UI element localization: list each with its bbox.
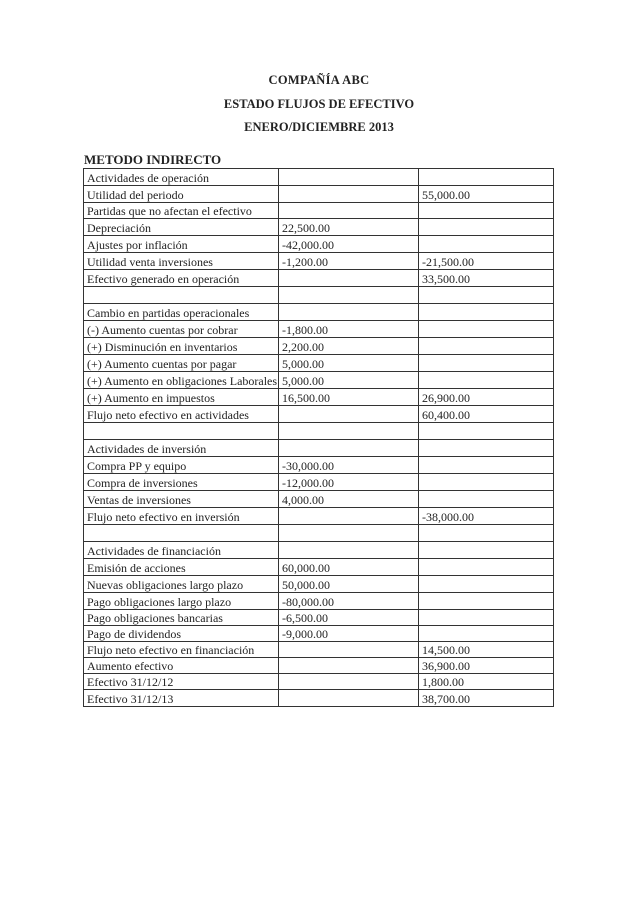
total-value: 33,500.00: [419, 270, 554, 287]
total-value: [419, 423, 554, 440]
table-row: [84, 576, 554, 593]
partial-value: -6,500.00: [279, 610, 419, 626]
partial-value: -1,800.00: [279, 321, 419, 338]
table-row: [84, 457, 554, 474]
total-value: [419, 236, 554, 253]
table-row: [84, 610, 554, 626]
total-value: -21,500.00: [419, 253, 554, 270]
total-value: [419, 576, 554, 593]
total-value: [419, 338, 554, 355]
row-label: Actividades de operación: [84, 169, 279, 186]
row-label: (+) Aumento cuentas por pagar: [84, 355, 279, 372]
partial-value: [279, 203, 419, 219]
partial-value: 2,200.00: [279, 338, 419, 355]
row-label: Compra de inversiones: [84, 474, 279, 491]
table-row: [84, 372, 554, 389]
cash-flow-table: [83, 168, 554, 707]
row-label: Efectivo 31/12/12: [84, 674, 279, 690]
total-value: [419, 321, 554, 338]
row-label: Nuevas obligaciones largo plazo: [84, 576, 279, 593]
total-value: 38,700.00: [419, 690, 554, 707]
partial-value: [279, 690, 419, 707]
row-label: Compra PP y equipo: [84, 457, 279, 474]
table-row: [84, 287, 554, 304]
table-row: [84, 321, 554, 338]
total-value: [419, 474, 554, 491]
statement-title: ESTADO FLUJOS DE EFECTIVO: [223, 97, 415, 111]
table-row: [84, 626, 554, 642]
total-value: [419, 457, 554, 474]
partial-value: 22,500.00: [279, 219, 419, 236]
statement-period: ENERO/DICIEMBRE 2013: [244, 120, 394, 134]
table-row: [84, 690, 554, 707]
row-label: Partidas que no afectan el efectivo: [84, 203, 279, 219]
partial-value: [279, 508, 419, 525]
partial-value: -42,000.00: [279, 236, 419, 253]
table-row: [84, 474, 554, 491]
table-row: [84, 508, 554, 525]
row-label: Ajustes por inflación: [84, 236, 279, 253]
row-label: Utilidad del periodo: [84, 186, 279, 203]
row-label: Actividades de financiación: [84, 542, 279, 559]
table-row: [84, 525, 554, 542]
row-label: Utilidad venta inversiones: [84, 253, 279, 270]
partial-value: 60,000.00: [279, 559, 419, 576]
row-label: Flujo neto efectivo en inversión: [84, 508, 279, 525]
row-label: Depreciación: [84, 219, 279, 236]
total-value: 55,000.00: [419, 186, 554, 203]
table-row: [84, 186, 554, 203]
table-row: [84, 304, 554, 321]
partial-value: 16,500.00: [279, 389, 419, 406]
total-value: [419, 304, 554, 321]
partial-value: 4,000.00: [279, 491, 419, 508]
partial-value: [279, 642, 419, 658]
partial-value: 50,000.00: [279, 576, 419, 593]
partial-value: [279, 440, 419, 457]
partial-value: [279, 406, 419, 423]
table-row: [84, 169, 554, 186]
partial-value: -12,000.00: [279, 474, 419, 491]
table-row: [84, 559, 554, 576]
total-value: [419, 287, 554, 304]
company-title: COMPAÑÍA ABC: [268, 73, 370, 87]
total-value: [419, 525, 554, 542]
table-row: [84, 642, 554, 658]
partial-value: [279, 304, 419, 321]
row-label: Efectivo generado en operación: [84, 270, 279, 287]
row-label: Flujo neto efectivo en actividades: [84, 406, 279, 423]
table-row: [84, 406, 554, 423]
partial-value: [279, 287, 419, 304]
partial-value: -30,000.00: [279, 457, 419, 474]
total-value: [419, 203, 554, 219]
total-value: [419, 542, 554, 559]
row-label: [84, 287, 279, 304]
partial-value: [279, 674, 419, 690]
partial-value: [279, 542, 419, 559]
total-value: [419, 593, 554, 610]
row-label: Pago obligaciones largo plazo: [84, 593, 279, 610]
total-value: [419, 169, 554, 186]
table-row: [84, 389, 554, 406]
partial-value: [279, 423, 419, 440]
row-label: (+) Disminución en inventarios: [84, 338, 279, 355]
row-label: Ventas de inversiones: [84, 491, 279, 508]
row-label: (+) Aumento en obligaciones Laborales: [84, 372, 279, 389]
row-label: Pago de dividendos: [84, 626, 279, 642]
table-row: [84, 219, 554, 236]
partial-value: [279, 169, 419, 186]
total-value: [419, 219, 554, 236]
row-label: Pago obligaciones bancarias: [84, 610, 279, 626]
table-row: [84, 423, 554, 440]
total-value: [419, 491, 554, 508]
total-value: [419, 626, 554, 642]
partial-value: -1,200.00: [279, 253, 419, 270]
partial-value: [279, 658, 419, 674]
partial-value: -80,000.00: [279, 593, 419, 610]
row-label: (-) Aumento cuentas por cobrar: [84, 321, 279, 338]
row-label: Efectivo 31/12/13: [84, 690, 279, 707]
total-value: [419, 610, 554, 626]
table-row: [84, 203, 554, 219]
total-value: [419, 559, 554, 576]
total-value: 1,800.00: [419, 674, 554, 690]
partial-value: 5,000.00: [279, 372, 419, 389]
total-value: [419, 440, 554, 457]
total-value: 60,400.00: [419, 406, 554, 423]
row-label: Flujo neto efectivo en financiación: [84, 642, 279, 658]
table-row: [84, 491, 554, 508]
row-label: Emisión de acciones: [84, 559, 279, 576]
table-row: [84, 542, 554, 559]
partial-value: 5,000.00: [279, 355, 419, 372]
row-label: Cambio en partidas operacionales: [84, 304, 279, 321]
partial-value: -9,000.00: [279, 626, 419, 642]
table-row: [84, 270, 554, 287]
partial-value: [279, 186, 419, 203]
total-value: -38,000.00: [419, 508, 554, 525]
table-row: [84, 338, 554, 355]
table-row: [84, 658, 554, 674]
table-row: [84, 440, 554, 457]
total-value: [419, 355, 554, 372]
row-label: Aumento efectivo: [84, 658, 279, 674]
table-row: [84, 236, 554, 253]
method-heading: METODO INDIRECTO: [84, 152, 222, 167]
table-row: [84, 593, 554, 610]
partial-value: [279, 525, 419, 542]
total-value: 36,900.00: [419, 658, 554, 674]
row-label: (+) Aumento en impuestos: [84, 389, 279, 406]
table-row: [84, 674, 554, 690]
row-label: [84, 423, 279, 440]
table-row: [84, 355, 554, 372]
partial-value: [279, 270, 419, 287]
row-label: Actividades de inversión: [84, 440, 279, 457]
table-row: [84, 253, 554, 270]
total-value: [419, 372, 554, 389]
row-label: [84, 525, 279, 542]
total-value: 26,900.00: [419, 389, 554, 406]
total-value: 14,500.00: [419, 642, 554, 658]
